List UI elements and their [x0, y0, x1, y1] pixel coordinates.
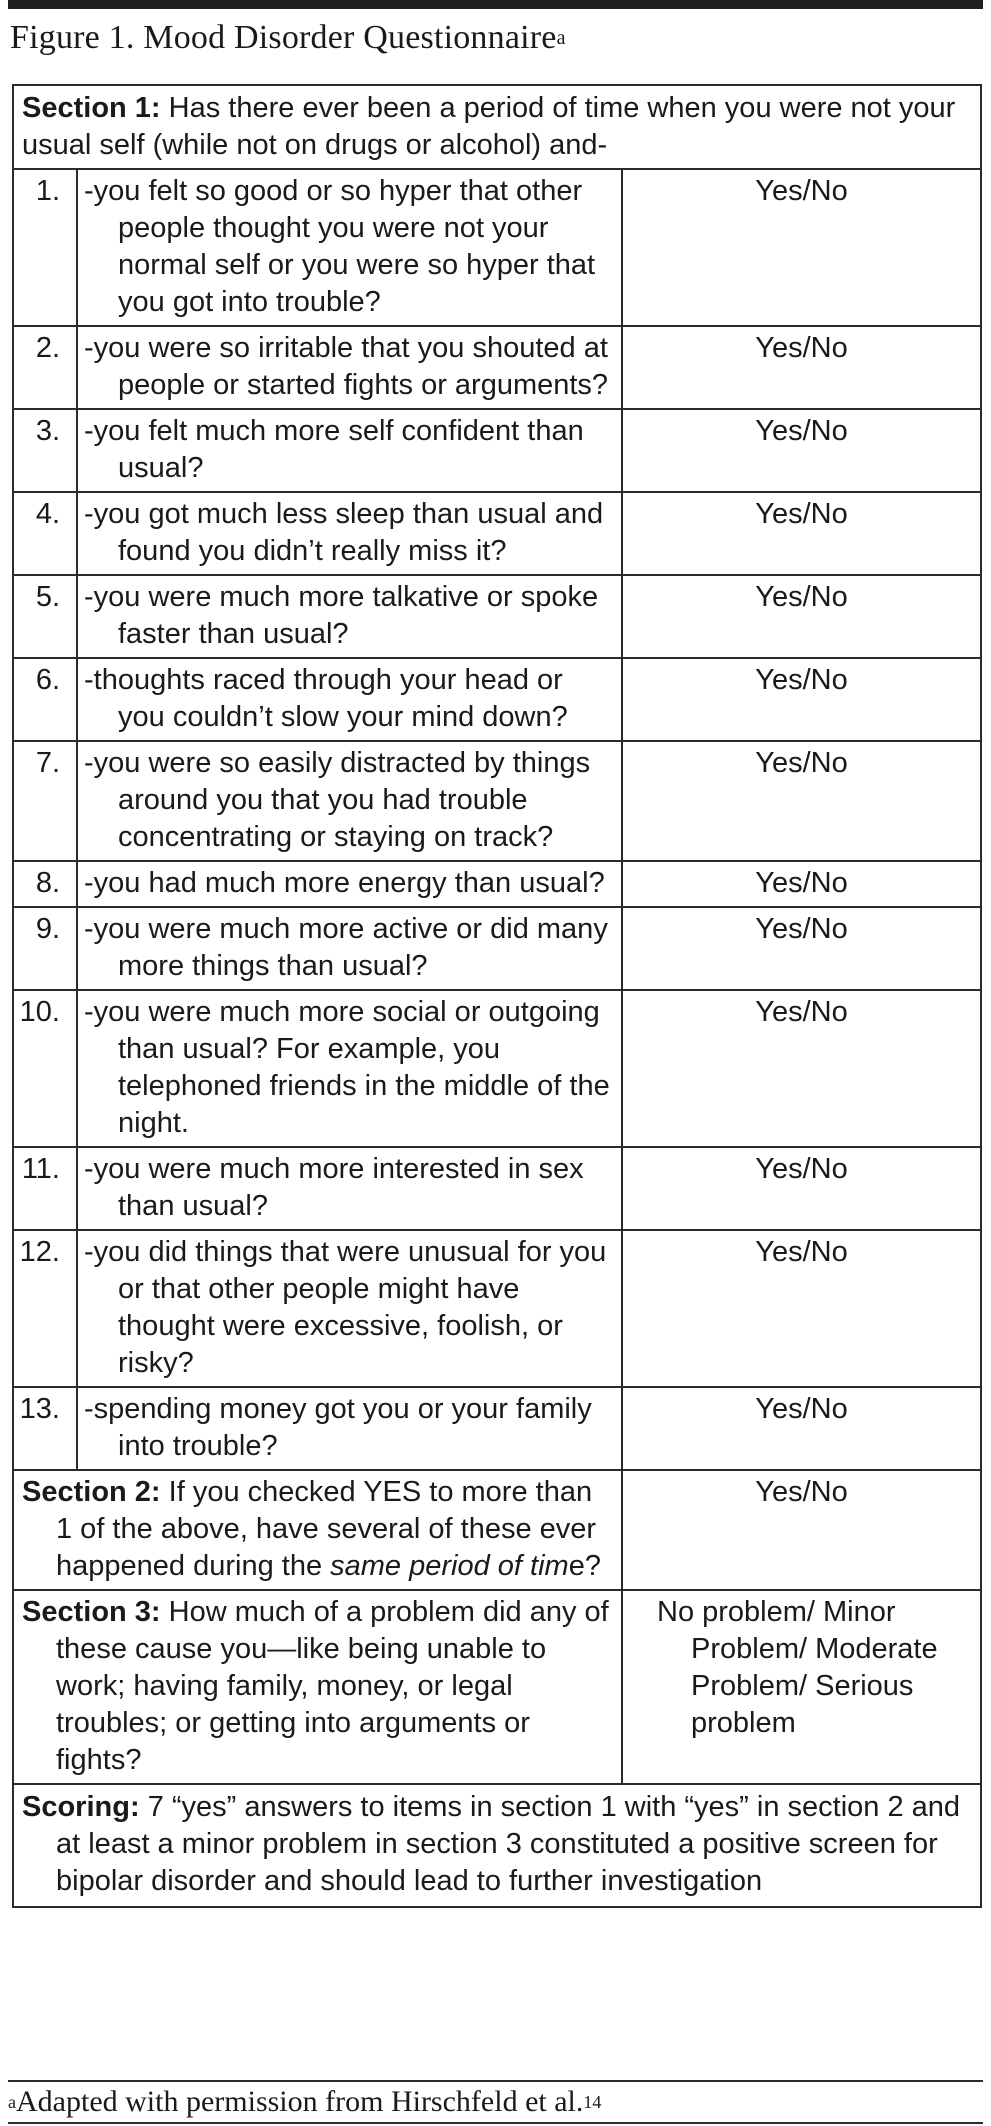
- question-answer: Yes/No: [622, 492, 981, 575]
- top-rule: [8, 0, 983, 9]
- question-cell: [77, 907, 622, 990]
- question-row: [13, 907, 981, 990]
- question-cell: [77, 409, 622, 492]
- figure-title-text: Figure 1. Mood Disorder Questionnaire: [10, 19, 557, 56]
- scoring-text: 7 “yes” answers to items in section 1 with “yes” in section 2 and at least a minor problem in section 3 constituted a positive screen for bipolar disorder and should lead to further investigation: [56, 1791, 961, 1897]
- question-number: 4.: [13, 492, 77, 575]
- question-text: -you were much more active or did many more things than usual?: [84, 913, 608, 982]
- question-number: 10.: [13, 990, 77, 1147]
- question-row: [13, 575, 981, 658]
- question-answer: Yes/No: [622, 575, 981, 658]
- section-3-row: [13, 1590, 981, 1784]
- section-2-text-end: ?: [584, 1550, 601, 1582]
- question-cell: [77, 1387, 622, 1470]
- question-row: [13, 492, 981, 575]
- footnote-text: Adapted with permission from Hirschfeld et al.: [16, 2085, 584, 2118]
- question-answer: Yes/No: [622, 1147, 981, 1230]
- question-number: 9.: [13, 907, 77, 990]
- question-number: 8.: [13, 861, 77, 907]
- question-row: [13, 409, 981, 492]
- question-number: 11.: [13, 1147, 77, 1230]
- question-text: -you were so easily distracted by things around you that you had trouble concentrating or staying on track?: [84, 747, 591, 853]
- question-row: [13, 1230, 981, 1387]
- scoring-row: [13, 1784, 981, 1907]
- footnote-rule-bottom: [8, 2122, 983, 2124]
- question-cell: [77, 741, 622, 861]
- section-3-label: Section 3:: [22, 1596, 161, 1628]
- question-cell: [77, 326, 622, 409]
- question-cell: [77, 990, 622, 1147]
- question-answer: Yes/No: [622, 326, 981, 409]
- question-text: -you felt so good or so hyper that other people thought you were not your normal self or you were so hyper that you got into trouble?: [84, 175, 596, 318]
- questionnaire-table: [12, 84, 982, 1908]
- question-text: -you did things that were unusual for you or that other people might have thought were excessive, foolish, or risky?: [84, 1236, 607, 1379]
- question-row: [13, 169, 981, 326]
- question-number: 3.: [13, 409, 77, 492]
- section-2-italic-text: same period of tim: [330, 1550, 569, 1582]
- question-answer: Yes/No: [622, 658, 981, 741]
- section-1-header: [13, 85, 981, 169]
- question-row: [13, 741, 981, 861]
- question-answer: Yes/No: [622, 1387, 981, 1470]
- question-cell: [77, 492, 622, 575]
- question-text: -thoughts raced through your head or you couldn’t slow your mind down?: [84, 664, 568, 733]
- section-2-row: [13, 1470, 981, 1590]
- question-cell: [77, 1230, 622, 1387]
- question-cell: [77, 169, 622, 326]
- question-number: 1.: [13, 169, 77, 326]
- question-answer: Yes/No: [622, 907, 981, 990]
- question-text: -you got much less sleep than usual and found you didn’t really miss it?: [84, 498, 604, 567]
- question-row: [13, 861, 981, 907]
- question-number: 5.: [13, 575, 77, 658]
- section-2-label: Section 2:: [22, 1476, 161, 1508]
- question-answer: Yes/No: [622, 169, 981, 326]
- scoring-label: Scoring:: [22, 1791, 140, 1823]
- question-text: -you felt much more self confident than usual?: [84, 415, 584, 484]
- question-answer: Yes/No: [622, 861, 981, 907]
- question-cell: [77, 1147, 622, 1230]
- footnote-reference: 14: [583, 2092, 602, 2112]
- question-text: -you had much more energy than usual?: [84, 867, 605, 899]
- question-answer: Yes/No: [622, 409, 981, 492]
- question-number: 7.: [13, 741, 77, 861]
- question-text: -you were much more talkative or spoke faster than usual?: [84, 581, 599, 650]
- question-text: -you were much more interested in sex than usual?: [84, 1153, 584, 1222]
- question-text: -spending money got you or your family into trouble?: [84, 1393, 592, 1462]
- question-row: [13, 990, 981, 1147]
- section-1-prompt: Has there ever been a period of time when you were not your usual self (while not on drugs or alcohol) and-: [22, 92, 956, 161]
- question-number: 13.: [13, 1387, 77, 1470]
- question-cell: [77, 575, 622, 658]
- question-text: -you were so irritable that you shouted at people or started fights or arguments?: [84, 332, 609, 401]
- question-text: -you were much more social or outgoing than usual? For example, you telephoned friends in the middle of the night.: [84, 996, 610, 1139]
- question-row: [13, 658, 981, 741]
- question-cell: [77, 861, 622, 907]
- section-2-text-e: e: [568, 1550, 585, 1582]
- question-row: [13, 326, 981, 409]
- section-2-answer: Yes/No: [622, 1470, 981, 1590]
- question-answer: Yes/No: [622, 741, 981, 861]
- question-answer: Yes/No: [622, 1230, 981, 1387]
- question-answer: Yes/No: [622, 990, 981, 1147]
- footnote: [8, 2082, 983, 2125]
- section-2-text: If you checked YES to more than 1 of the above, have several of these ever happened during the: [56, 1476, 597, 1582]
- figure-title: [10, 14, 566, 66]
- figure-title-footnote-marker: a: [556, 27, 566, 49]
- section-2-question: [13, 1470, 622, 1590]
- question-number: 2.: [13, 326, 77, 409]
- question-row: [13, 1387, 981, 1470]
- footnote-marker: a: [8, 2092, 16, 2112]
- question-cell: [77, 658, 622, 741]
- section-1-header-row: [13, 85, 981, 169]
- section-3-options-text: No problem/ Minor Problem/ Moderate Problem/ Serious problem: [657, 1596, 938, 1739]
- section-1-label: Section 1:: [22, 92, 161, 124]
- question-number: 12.: [13, 1230, 77, 1387]
- question-row: [13, 1147, 981, 1230]
- scoring-cell: [13, 1784, 981, 1907]
- section-3-text: How much of a problem did any of these cause you—like being unable to work; having family, money, or legal troubles; or getting into arguments or fights?: [56, 1596, 609, 1776]
- section-3-question: [13, 1590, 622, 1784]
- question-number: 6.: [13, 658, 77, 741]
- section-3-options: [622, 1590, 981, 1784]
